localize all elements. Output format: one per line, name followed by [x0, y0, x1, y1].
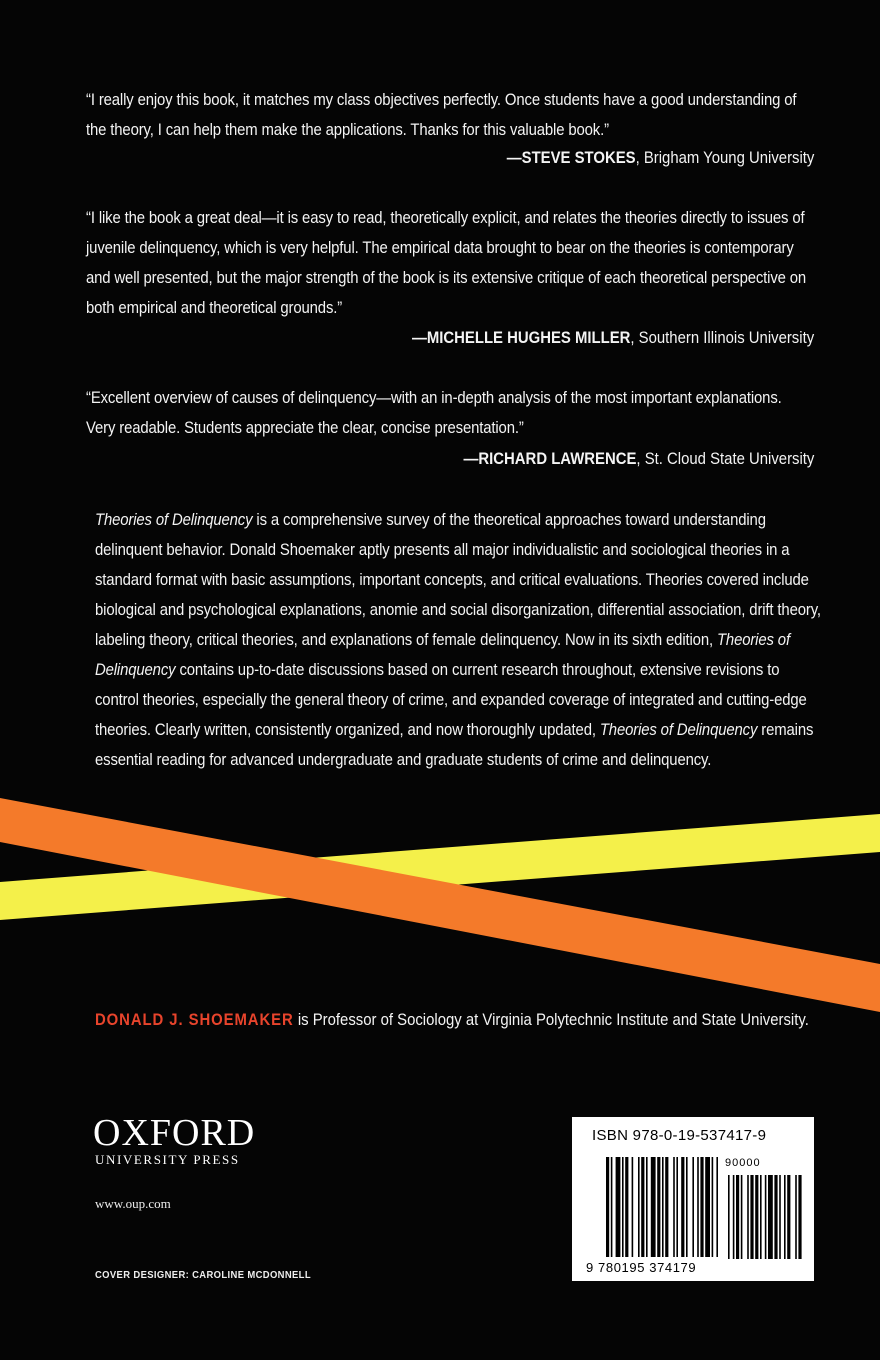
barcode-bar — [657, 1157, 660, 1257]
book-title-italic: Theories of Delinquency — [599, 721, 758, 739]
barcode-addon-bar — [795, 1175, 797, 1259]
barcode-bar — [641, 1157, 644, 1257]
barcode-bar — [665, 1157, 668, 1257]
barcode-addon-bar — [768, 1175, 773, 1259]
description-part-3: remains essential reading for advanced undergraduate and graduate students of crime and delinquency. — [95, 721, 814, 769]
reviewer-affiliation-2: , Southern Illinois University — [630, 329, 814, 347]
barcode-bar — [622, 1157, 624, 1257]
barcode-addon-bar — [733, 1175, 735, 1259]
barcode-bar — [662, 1157, 664, 1257]
author-bio-text: is Professor of Sociology at Virginia Polytechnic Institute and State University. — [293, 1011, 809, 1029]
reviewer-affiliation-1: , Brigham Young University — [635, 149, 814, 167]
review-quote-1 — [86, 85, 797, 145]
barcode-addon-bar — [736, 1175, 739, 1259]
barcode-addon-bar — [798, 1175, 801, 1259]
barcode-bar — [632, 1157, 634, 1257]
barcode-bar — [716, 1157, 718, 1257]
book-title-italic: Theories of Delinquency — [95, 511, 253, 529]
barcode-bars — [606, 1157, 806, 1261]
barcode-box — [572, 1117, 814, 1281]
barcode-addon-bar — [787, 1175, 790, 1259]
barcode-bar — [686, 1157, 688, 1257]
barcode-bar — [705, 1157, 710, 1257]
barcode-addon-bar — [765, 1175, 767, 1259]
reviewer-name-1: —STEVE STOKES — [506, 149, 636, 167]
review-quote-2 — [86, 203, 807, 323]
barcode-bar — [692, 1157, 694, 1257]
isbn-label: ISBN 978-0-19-537417-9 — [592, 1127, 767, 1144]
barcode-bar — [676, 1157, 678, 1257]
barcode-bar — [697, 1157, 699, 1257]
barcode-bar — [712, 1157, 714, 1257]
publisher-logo: OXFORD — [93, 1112, 256, 1154]
barcode-addon-bar — [750, 1175, 753, 1259]
cover-designer-credit: COVER DESIGNER: CAROLINE MCDONNELL — [95, 1269, 311, 1281]
author-name: DONALD J. SHOEMAKER — [95, 1011, 294, 1029]
barcode-bar — [651, 1157, 656, 1257]
barcode-addon-bar — [747, 1175, 749, 1259]
barcode-addon-bar — [741, 1175, 743, 1259]
barcode-addon-digits: 90000 — [725, 1157, 761, 1169]
review-quote-2-text: “I like the book a great deal—it is easy to read, theoretically explicit, and relates the theories directly to issues of juvenile delinquency, which is very helpful. The empirical data brought to bear on the theories is contemporary and well presented, but the major strength of the book is its extensive critique of each theoretical perspective on both empirical and theoretical grounds.” — [86, 209, 807, 317]
decorative-stripes — [0, 780, 880, 1020]
barcode-addon-bar — [774, 1175, 777, 1259]
barcode-bar — [611, 1157, 613, 1257]
publisher-logo-subtitle: UNIVERSITY PRESS — [95, 1152, 240, 1167]
barcode-bar — [638, 1157, 640, 1257]
barcode-addon-bar — [755, 1175, 758, 1259]
review-quote-3-text: “Excellent overview of causes of delinquency—with an in-depth analysis of the most important explanations. Very readable. Students appreciate the clear, concise presentation.” — [86, 389, 782, 437]
review-quote-3 — [86, 383, 782, 443]
reviewer-name-3: —RICHARD LAWRENCE — [463, 450, 637, 468]
author-bio — [95, 1007, 809, 1033]
barcode-bar — [646, 1157, 648, 1257]
barcode-addon-bar — [728, 1175, 730, 1259]
barcode-bar — [700, 1157, 703, 1257]
barcode-bar — [673, 1157, 675, 1257]
barcode-digits: 9 780195 374179 — [586, 1260, 697, 1275]
description-part-1: is a comprehensive survey of the theoretical approaches toward understanding delinquent behavior. Donald Shoemaker aptly presents all major individualistic and sociological theories in a standard format with basic assumptions, important concepts, and critical evaluations. Theories covered include biological and psychological explanations, anomie and social disorganization, differential association, drift theory, labeling theory, critical theories, and explanations of female delinquency. Now in its sixth edition, — [95, 511, 821, 649]
barcode-bar — [681, 1157, 684, 1257]
barcode-bar — [625, 1157, 628, 1257]
barcode-addon-bar — [760, 1175, 762, 1259]
book-description — [95, 505, 824, 775]
review-quote-1-text: “I really enjoy this book, it matches my class objectives perfectly. Once students have a good understanding of the theory, I can help them make the applications. Thanks for this valuable book.” — [86, 91, 797, 139]
review-attribution-1 — [506, 143, 814, 173]
barcode-bar — [616, 1157, 621, 1257]
review-attribution-3 — [463, 444, 814, 474]
barcode-addon-bar — [779, 1175, 781, 1259]
barcode-bar — [606, 1157, 609, 1257]
review-attribution-2 — [412, 323, 814, 353]
reviewer-name-2: —MICHELLE HUGHES MILLER — [411, 329, 631, 347]
barcode-addon-bar — [784, 1175, 786, 1259]
publisher-url: www.oup.com — [95, 1196, 171, 1211]
book-title-italic: Theories of Delinquency — [95, 631, 790, 679]
reviewer-affiliation-3: , St. Cloud State University — [636, 450, 814, 468]
description-part-2: contains up-to-date discussions based on current research throughout, extensive revisions to control theories, especially the general theory of crime, and expanded coverage of integrated and cutting-edge theories. Clearly written, consistently organized, and now thoroughly updated, — [95, 661, 807, 739]
